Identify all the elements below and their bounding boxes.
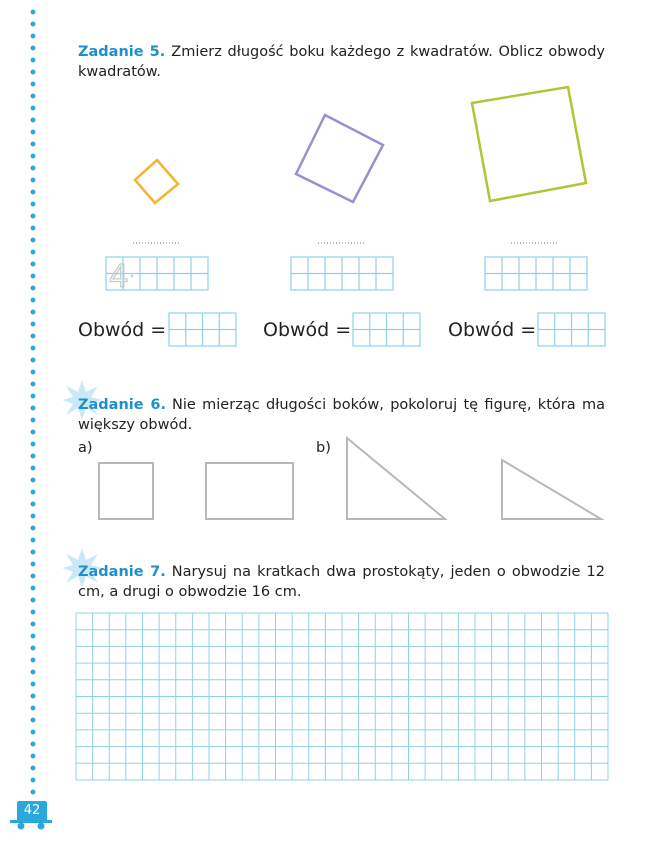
large-triangle-b[interactable] [347,438,445,519]
task-7-text: Narysuj na kratkach dwa prostokąty, jeden o obwodzie 12 cm, a drugi o obwodzie 16 cm. [78,564,605,600]
rectangle-figure-a[interactable] [206,463,293,519]
example-answer: 4 [109,259,129,292]
task-5-label: Zadanie 5. [78,44,166,60]
task-6-text: Nie mierząc długości boków, pokoloruj tę figurę, która ma większy obwód. [78,397,605,433]
task-7-instruction [78,562,605,602]
perimeter-answer-1[interactable] [168,312,238,348]
task-6-label: Zadanie 6. [78,397,166,413]
calc-grid-2[interactable] [290,256,394,292]
page-number: 42 [23,803,41,818]
perimeter-label-1: Obwód = [78,319,167,341]
page-badge-wheels [10,820,52,830]
calc-grid-3[interactable] [484,256,588,292]
medium-square [296,115,383,202]
task-6-figures [0,430,649,530]
perimeter-label-3: Obwód = [448,319,537,341]
perimeter-answer-3[interactable] [537,312,607,348]
small-triangle-b[interactable] [502,460,601,519]
small-square [135,160,178,203]
calc-grid-1[interactable] [105,256,209,292]
task-5-text: Zmierz długość boku każdego z kwadratów. Oblicz obwody kwadratów. [78,44,605,80]
drawing-grid[interactable] [75,612,609,782]
perimeter-label-2: Obwód = [263,319,352,341]
task-7-label: Zadanie 7. [78,564,166,580]
part-b-label: b) [316,440,331,456]
task-6-instruction [78,395,605,435]
large-square [472,87,586,201]
perimeter-answer-2[interactable] [352,312,422,348]
square-figure-a[interactable] [99,463,153,519]
part-a-label: a) [78,440,93,456]
